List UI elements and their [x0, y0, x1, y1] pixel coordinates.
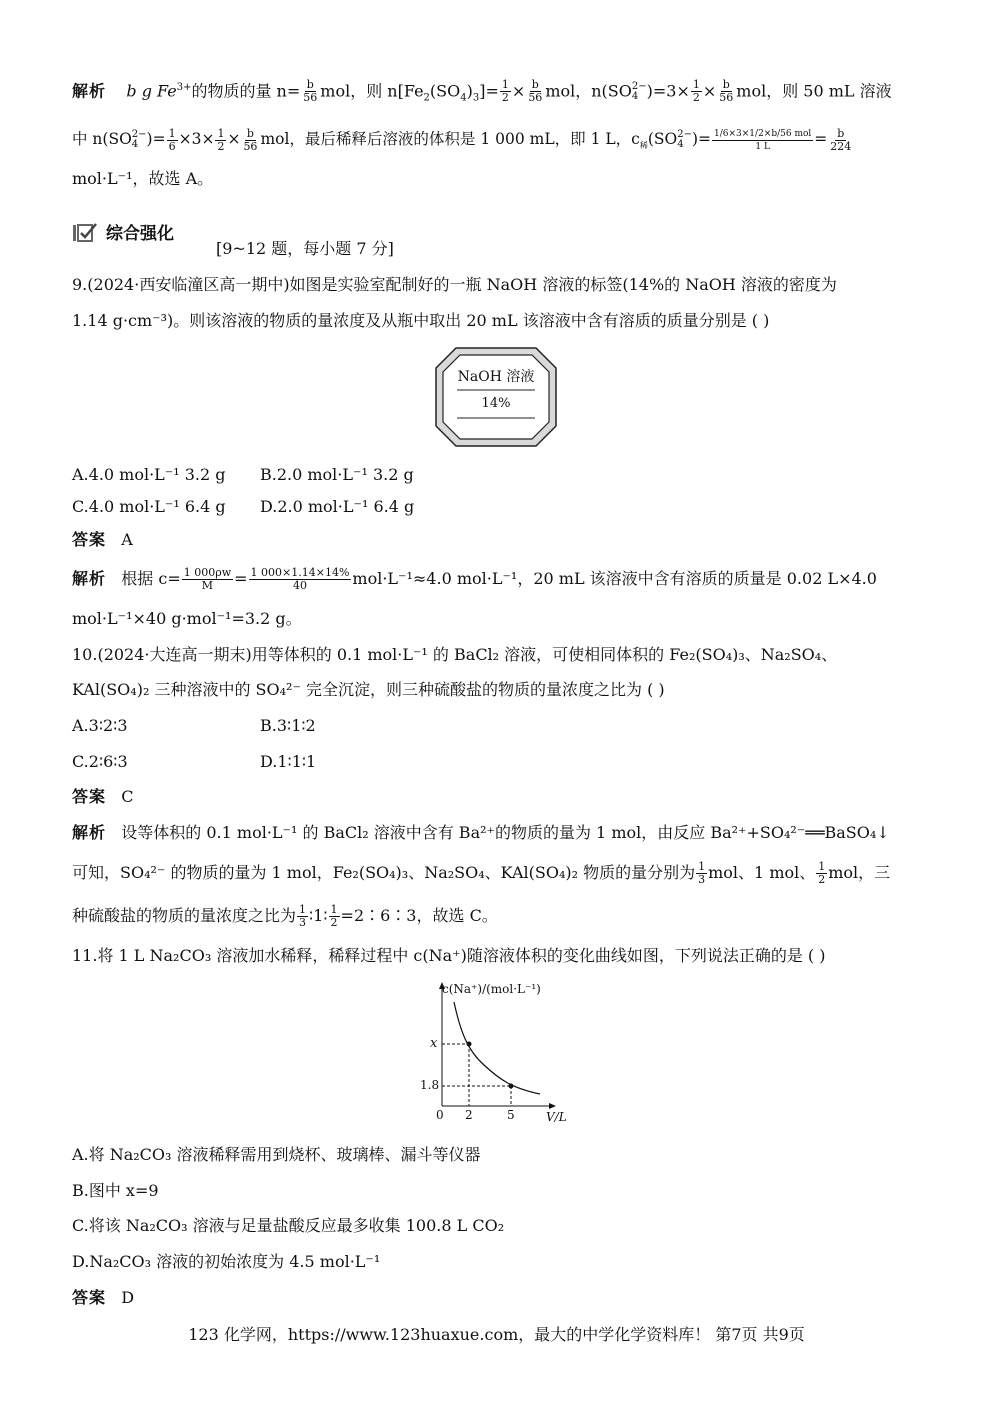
q10-analysis-line-3: 种硫酸盐的物质的量浓度之比为 $\frac{1}{3}$ ∶1∶ $\frac{1}{2}$ =2∶6∶3，故选 C。: [72, 903, 498, 929]
q10-option-d: D.1∶1∶1: [260, 752, 317, 771]
q9-analysis-line-1: 解析 根据 c= $\frac{1 000\rho w}{M}$ = $\frac{1 000\times 1.14\times 14\%}{40}$ mol·L⁻¹≈4.0 mol·L⁻¹，20 mL 该溶液中含有溶质的质量是 0.02 L×4.0: [72, 566, 877, 592]
q9-option-c: C.4.0 mol·L⁻¹ 6.4 g: [72, 497, 226, 516]
fraction: $\frac{b}{56}$: [243, 126, 258, 153]
q11-option-c: C.将该 Na₂CO₃ 溶液与足量盐酸反应最多收集 100.8 L CO₂: [72, 1216, 505, 1235]
fraction: $\frac{1}{2}$: [501, 78, 509, 105]
section-title: 综合强化: [106, 224, 174, 244]
q9-options-row-1: [72, 463, 414, 487]
q10-analysis-line-1: 解析 设等体积的 0.1 mol·L⁻¹ 的 BaCl₂ 溶液中含有 Ba²⁺的物质的量为 1 mol，由反应 Ba²⁺+SO₄²⁻══BaSO₄↓: [72, 823, 890, 842]
fraction: $\frac{1}{2}$: [818, 860, 826, 886]
q9-answer: 答案 A: [72, 530, 133, 549]
section-header: [72, 219, 174, 244]
q10-option-c: C.2∶6∶3: [72, 752, 128, 771]
q10-options-row-2: [72, 750, 316, 774]
label-value: 14%: [481, 396, 511, 411]
x-tick-2: 2: [465, 1108, 473, 1122]
fraction: $\frac{1}{2}$: [217, 126, 225, 153]
y-tick-1-8: 1.8: [420, 1078, 440, 1092]
fraction: $\frac{1}{2}$: [692, 78, 700, 105]
point-2-x: [467, 1042, 472, 1047]
q9-stem-line-1: 9.(2024·西安临潼区高一期中)如图是实验室配制好的一瓶 NaOH 溶液的标签(14%的 NaOH 溶液的密度为: [72, 275, 837, 294]
y-tick-x: x: [430, 1036, 438, 1051]
q10-answer: 答案 C: [72, 787, 134, 806]
section-subtitle: [9~12 题，每小题 7 分]: [216, 239, 394, 258]
q9-options-row-2: [72, 495, 414, 519]
q11-answer: 答案 D: [72, 1288, 135, 1307]
checklist-icon: [72, 222, 96, 242]
q10-option-b: B.3∶1∶2: [260, 716, 316, 735]
analysis-line-3: mol·L⁻¹，故选 A。: [72, 169, 214, 188]
q11-option-b: B.图中 x=9: [72, 1181, 159, 1200]
fraction: $\frac{b}{56}$: [303, 78, 318, 105]
fraction: $\frac{1 000\times 1.14\times 14\%}{40}$: [250, 566, 350, 592]
q11-option-d: D.Na₂CO₃ 溶液的初始浓度为 4.5 mol·L⁻¹: [72, 1252, 381, 1271]
fraction: $\frac{1 000\rho w}{M}$: [183, 566, 232, 592]
q11-option-a: A.将 Na₂CO₃ 溶液稀释需用到烧杯、玻璃棒、漏斗等仪器: [72, 1145, 481, 1164]
q10-analysis-line-2: 可知，SO₄²⁻ 的物质的量为 1 mol，Fe₂(SO₄)₃、Na₂SO₄、KAl(SO₄)₂ 物质的量分别为 $\frac{1}{3}$ mol、1 mol、 $\frac{1}{2}$ mol，三: [72, 860, 891, 886]
x-tick-5: 5: [507, 1108, 515, 1122]
analysis-line-1: 解析 b g $Fe^{3+}$的物质的量 n= $\frac{b}{56}$ mol，则 $n[Fe_2(SO_4)_3]=$ $\frac{1}{2}$ × $\frac{b}{56}$ mol，n(SO 2− 4 )=3× $\frac{1}{2}$ × $\frac{b}{56}$ mol，则 50 mL 溶液: [72, 78, 892, 105]
q9-option-a: A.4.0 mol·L⁻¹ 3.2 g: [72, 465, 226, 484]
q11-stem: 11.将 1 L Na₂CO₃ 溶液加水稀释，稀释过程中 c(Na⁺)随溶液体积的变化曲线如图，下列说法正确的是 ( ): [72, 946, 826, 965]
origin-label: 0: [436, 1108, 444, 1122]
q9-option-d: D.2.0 mol·L⁻¹ 6.4 g: [260, 497, 415, 516]
naoh-bottle-label: [434, 346, 558, 448]
fraction: $\frac{1}{3}$: [299, 903, 307, 929]
label-title: NaOH 溶液: [457, 369, 535, 385]
q10-stem-line-1: 10.(2024·大连高一期末)用等体积的 0.1 mol·L⁻¹ 的 BaCl₂ 溶液，可使相同体积的 Fe₂(SO₄)₃、Na₂SO₄、: [72, 645, 838, 664]
q10-options-row-1: [72, 714, 316, 738]
x-axis-label: V/L: [546, 1110, 567, 1124]
point-5-18: [509, 1084, 514, 1089]
dilution-curve-graph: [412, 980, 582, 1130]
fraction: $\frac{1}{6}$: [168, 126, 176, 153]
page-footer: 123 化学网，https://www.123huaxue.com，最大的中学化学资料库！ 第7页 共9页: [188, 1325, 805, 1344]
compound-fraction: $\frac{\text{1/6×3×1/2×b/56 mol}}{1 L}$: [714, 128, 812, 152]
fraction: $\frac{b}{224}$: [830, 126, 852, 153]
fraction: $\frac{b}{56}$: [528, 78, 543, 105]
fraction: $\frac{b}{56}$: [719, 78, 734, 105]
concentration-curve: [454, 1002, 540, 1094]
analysis-line-2: 中 n(SO 2− 4 )= $\frac{1}{6}$ ×3× $\frac{1}{2}$ × $\frac{b}{56}$ mol，最后稀释后溶液的体积是 1 000 mL，即 1 L，$c_稀(SO$ 2− 4 )= $\frac{\text{1/6×3×1/2×b/56 mol}}{1 L}$ = $\frac{b}{224}$: [72, 126, 852, 153]
y-axis-label: c(Na⁺)/(mol·L⁻¹): [442, 982, 541, 996]
x-axis-arrow: [549, 1103, 556, 1109]
q9-option-b: B.2.0 mol·L⁻¹ 3.2 g: [260, 465, 414, 484]
q10-stem-line-2: KAl(SO₄)₂ 三种溶液中的 SO₄²⁻ 完全沉淀，则三种硫酸盐的物质的量浓度之比为 ( ): [72, 680, 665, 699]
fraction: $\frac{1}{2}$: [330, 903, 338, 929]
q9-stem-line-2: 1.14 g·cm⁻³)。则该溶液的物质的量浓度及从瓶中取出 20 mL 该溶液中含有溶质的质量分别是 ( ): [72, 311, 770, 330]
fraction: $\frac{1}{3}$: [698, 860, 706, 886]
q9-analysis-line-2: mol·L⁻¹×40 g·mol⁻¹=3.2 g。: [72, 609, 302, 628]
q10-option-a: A.3∶2∶3: [72, 716, 128, 735]
